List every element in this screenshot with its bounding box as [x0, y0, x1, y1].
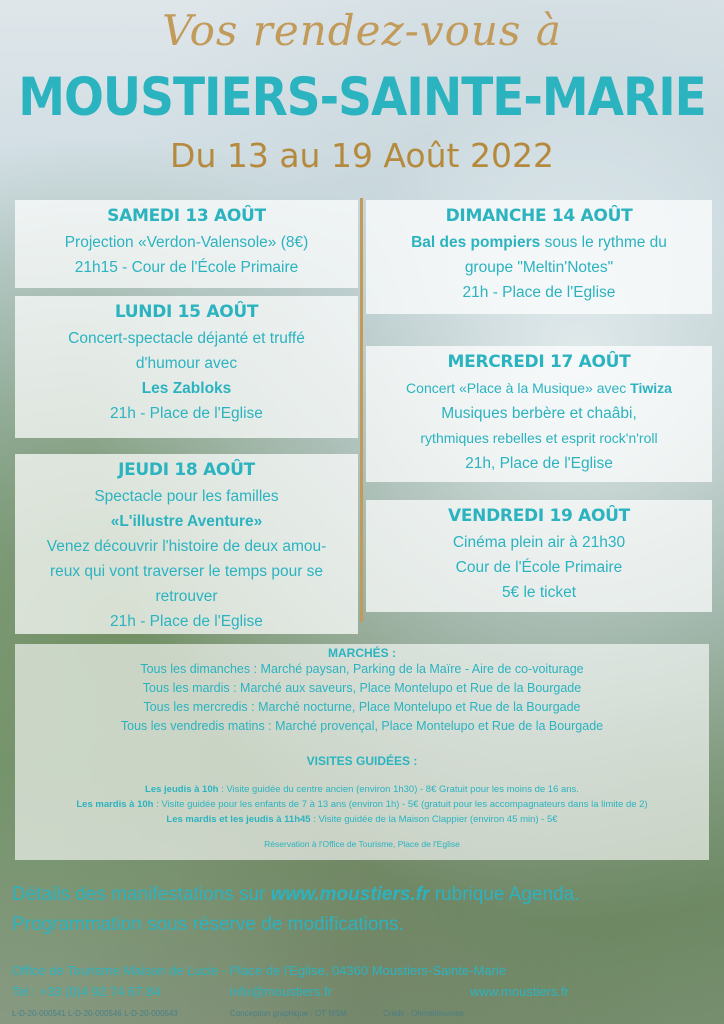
event-line: 21h - Place de l'Eglise — [110, 613, 263, 630]
event-line: «L'illustre Aventure» — [110, 513, 263, 530]
event-line: Les Zabloks — [141, 380, 232, 397]
event-day: LUNDI 15 AOÛT — [114, 302, 259, 322]
event-day: MERCREDI 17 AOÛT — [447, 352, 631, 372]
office-phone: Tel : +33 (0)4 92 74 67 84 — [12, 984, 161, 999]
visit-row — [15, 782, 709, 797]
office-website[interactable]: www.moustiers.fr — [470, 984, 569, 999]
event-line: 5€ le ticket — [501, 584, 577, 601]
event-line: Cour de l'École Primaire — [455, 559, 623, 576]
visit-time: Les mardis et les jeudis à 11h45 — [166, 814, 311, 825]
event-highlight: Bal des pompiers — [411, 234, 541, 251]
event-line: Spectacle pour les familles — [94, 488, 279, 505]
market-row: Tous les vendredis matins : Marché provençal, Place Montelupo et Rue de la Bourgade — [120, 719, 604, 733]
event-day: SAMEDI 13 AOÛT — [107, 206, 266, 226]
event-line: groupe "Meltin'Notes" — [464, 259, 614, 276]
market-row: Tous les dimanches : Marché paysan, Parking de la Maïre - Aire de co-voiturage — [140, 662, 584, 676]
event-text: Concert «Place à la Musique» avec — [406, 380, 631, 396]
script-title: Vos rendez-vous à — [162, 6, 562, 55]
event-line: Musiques berbère et chaâbi, — [441, 405, 637, 422]
event-card-monday — [15, 296, 358, 438]
office-email[interactable]: info@moustiers.fr — [230, 984, 333, 999]
date-range-title: Du 13 au 19 Août 2022 — [170, 136, 554, 175]
markets-title: MARCHÉS : — [328, 646, 396, 660]
programmation-note: Programmation sous réserve de modifications. — [12, 914, 404, 935]
visit-desc: : Visite guidée du centre ancien (environ 1h30) - 8€ Gratuit pour les moins de 16 ans. — [218, 784, 579, 795]
visit-desc: : Visite guidée pour les enfants de 7 à 13 ans (environ 1h) - 5€ (gratuit pour les accompagnateurs dans la limite de 2) — [153, 799, 648, 810]
event-line: Concert-spectacle déjanté et truffé — [68, 330, 305, 347]
visit-time: Les jeudis à 10h — [145, 784, 219, 795]
market-row: Tous les mercredis : Marché nocturne, Place Montelupo et Rue de la Bourgade — [143, 700, 581, 714]
main-title: MOUSTIERS-SAINTE-MARIE — [18, 66, 706, 129]
visit-row — [15, 797, 709, 812]
event-line: reux qui vont traverser le temps pour se — [49, 563, 324, 580]
visit-row — [15, 812, 709, 827]
event-day: VENDREDI 19 AOÛT — [448, 506, 630, 526]
event-card-thursday — [15, 454, 358, 634]
conception-credit: Conception graphique : OT MSM — [230, 1009, 347, 1018]
details-text: Détails des manifestations sur — [12, 884, 271, 905]
details-text-end: rubrique Agenda. — [429, 884, 580, 905]
column-divider — [360, 198, 363, 622]
visit-desc: : Visite guidée de la Maison Clappier (environ 45 min) - 5€ — [310, 814, 558, 825]
market-row: Tous les mardis : Marché aux saveurs, Place Montelupo et Rue de la Bourgade — [142, 681, 582, 695]
event-line: Venez découvrir l'histoire de deux amou- — [46, 538, 327, 555]
event-card-sunday — [366, 200, 712, 314]
photo-credit: Crédit : Ohmeltesvoies — [383, 1009, 464, 1018]
event-card-wednesday — [366, 346, 712, 482]
event-day: DIMANCHE 14 AOÛT — [445, 206, 633, 226]
event-line: d'humour avec — [135, 355, 238, 372]
event-card-saturday — [15, 200, 358, 288]
event-line: retrouver — [155, 588, 218, 605]
event-text: sous le rythme du — [540, 234, 667, 251]
event-day: JEUDI 18 AOÛT — [118, 460, 255, 480]
details-line — [12, 884, 579, 906]
markets-panel — [15, 644, 709, 860]
event-line: 21h - Place de l'Eglise — [110, 405, 263, 422]
website-link[interactable]: www.moustiers.fr — [270, 884, 430, 905]
reservation-note: Réservation à l'Office de Tourisme, Place de l'Eglise — [264, 839, 460, 849]
event-highlight: Tiwiza — [630, 380, 672, 396]
event-line: 21h, Place de l'Eglise — [465, 455, 613, 472]
event-line: Projection «Verdon-Valensole» (8€) — [64, 234, 309, 251]
visit-time: Les mardis à 10h — [76, 799, 154, 810]
event-line: rythmiques rebelles et esprit rock'n'roll — [420, 430, 658, 446]
event-line: Cinéma plein air à 21h30 — [452, 534, 626, 551]
licence-numbers: L-D-20-000541 L-D-20-000546 L-D-20-000543 — [12, 1009, 178, 1018]
office-address: Office de Tourisme Maison de Lucie - Place de l'Eglise, 04360 Moustiers-Sainte-Marie — [12, 963, 507, 978]
event-line — [376, 376, 702, 401]
event-line: 21h15 - Cour de l'École Primaire — [74, 259, 299, 276]
event-line: 21h - Place de l'Eglise — [462, 284, 616, 301]
visits-title: VISITES GUIDÉES : — [306, 754, 418, 768]
event-line — [376, 230, 702, 255]
event-card-friday — [366, 500, 712, 612]
